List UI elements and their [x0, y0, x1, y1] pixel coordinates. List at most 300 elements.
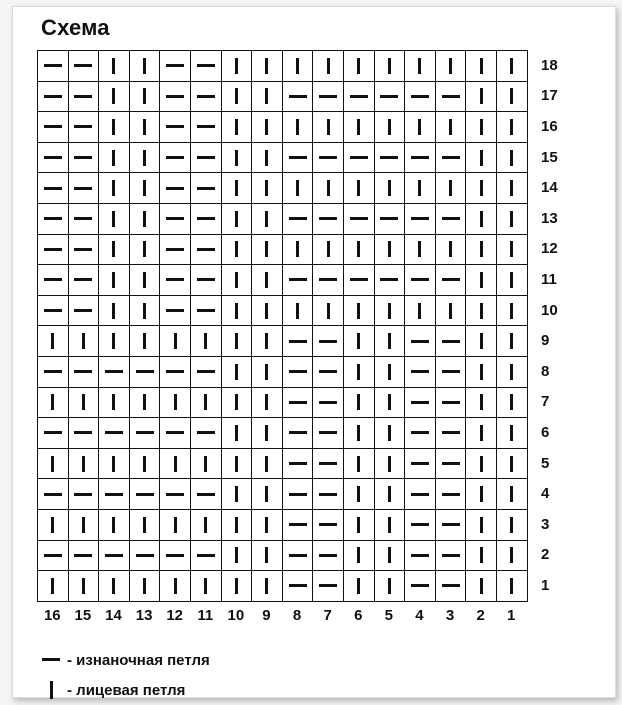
stitch-cell-knit: [344, 235, 375, 266]
row-number: 11: [541, 270, 557, 288]
stitch-cell-purl: [191, 418, 222, 449]
stitch-cell-purl: [313, 326, 344, 357]
stitch-cell-knit: [466, 296, 497, 327]
stitch-grid: [37, 50, 528, 602]
stitch-cell-knit: [283, 112, 314, 143]
column-number: 11: [197, 607, 214, 624]
stitch-cell-knit: [466, 510, 497, 541]
stitch-cell-knit: [69, 326, 100, 357]
stitch-cell-knit: [222, 541, 253, 572]
stitch-cell-knit: [130, 510, 161, 541]
stitch-cell-knit: [375, 112, 406, 143]
stitch-cell-knit: [252, 296, 283, 327]
stitch-cell-purl: [283, 204, 314, 235]
stitch-cell-purl: [283, 143, 314, 174]
stitch-cell-purl: [405, 265, 436, 296]
row-number: 7: [541, 393, 550, 411]
stitch-cell-knit: [497, 265, 528, 296]
stitch-cell-knit: [222, 449, 253, 480]
stitch-cell-knit: [252, 173, 283, 204]
stitch-cell-knit: [344, 112, 375, 143]
stitch-cell-purl: [69, 357, 100, 388]
purl-dash-icon: [41, 648, 67, 672]
stitch-cell-purl: [99, 418, 130, 449]
stitch-cell-purl: [191, 173, 222, 204]
stitch-cell-knit: [191, 388, 222, 419]
stitch-cell-purl: [38, 541, 69, 572]
stitch-cell-knit: [466, 388, 497, 419]
stitch-cell-purl: [436, 449, 467, 480]
stitch-cell-knit: [497, 296, 528, 327]
stitch-cell-purl: [283, 479, 314, 510]
stitch-cell-purl: [191, 204, 222, 235]
stitch-cell-knit: [497, 82, 528, 113]
stitch-cell-knit: [99, 388, 130, 419]
stitch-cell-knit: [497, 571, 528, 602]
stitch-cell-knit: [99, 82, 130, 113]
stitch-cell-knit: [130, 326, 161, 357]
row-number: 2: [541, 546, 550, 564]
stitch-cell-knit: [38, 388, 69, 419]
stitch-cell-knit: [38, 571, 69, 602]
stitch-cell-purl: [130, 418, 161, 449]
stitch-cell-knit: [99, 173, 130, 204]
stitch-cell-purl: [69, 51, 100, 82]
stitch-cell-knit: [252, 326, 283, 357]
stitch-cell-knit: [99, 143, 130, 174]
stitch-cell-purl: [405, 143, 436, 174]
row-number: 17: [541, 87, 558, 105]
stitch-cell-knit: [252, 143, 283, 174]
stitch-cell-purl: [69, 296, 100, 327]
row-number: 13: [541, 209, 558, 227]
stitch-cell-knit: [466, 418, 497, 449]
stitch-cell-knit: [160, 571, 191, 602]
stitch-cell-knit: [222, 357, 253, 388]
stitch-cell-purl: [405, 479, 436, 510]
stitch-cell-purl: [191, 296, 222, 327]
column-number: 1: [507, 607, 516, 624]
stitch-cell-knit: [497, 326, 528, 357]
stitch-cell-knit: [466, 479, 497, 510]
stitch-cell-purl: [436, 143, 467, 174]
column-number: 5: [384, 607, 393, 624]
stitch-cell-knit: [497, 510, 528, 541]
stitch-cell-knit: [99, 296, 130, 327]
knit-bar-icon: [41, 678, 67, 702]
stitch-cell-purl: [283, 510, 314, 541]
column-number-row: [37, 607, 527, 624]
stitch-cell-purl: [160, 541, 191, 572]
stitch-cell-knit: [130, 51, 161, 82]
stitch-cell-knit: [375, 571, 406, 602]
stitch-cell-purl: [160, 173, 191, 204]
stitch-cell-knit: [99, 112, 130, 143]
stitch-cell-knit: [252, 265, 283, 296]
stitch-cell-knit: [375, 510, 406, 541]
stitch-cell-knit: [252, 235, 283, 266]
stitch-cell-purl: [405, 326, 436, 357]
stitch-cell-purl: [436, 571, 467, 602]
stitch-cell-knit: [222, 51, 253, 82]
stitch-cell-purl: [436, 418, 467, 449]
stitch-cell-knit: [313, 173, 344, 204]
stitch-cell-purl: [69, 112, 100, 143]
stitch-cell-purl: [69, 173, 100, 204]
stitch-cell-knit: [252, 388, 283, 419]
column-number: 12: [166, 607, 184, 624]
stitch-cell-knit: [466, 112, 497, 143]
stitch-cell-purl: [38, 418, 69, 449]
stitch-cell-knit: [191, 571, 222, 602]
pattern-sheet: [12, 6, 616, 698]
stitch-cell-purl: [283, 571, 314, 602]
row-number: 16: [541, 117, 558, 135]
stitch-cell-purl: [191, 235, 222, 266]
stitch-cell-knit: [252, 571, 283, 602]
column-number: 9: [262, 607, 271, 624]
stitch-cell-knit: [344, 388, 375, 419]
stitch-cell-knit: [283, 296, 314, 327]
stitch-cell-purl: [38, 235, 69, 266]
stitch-cell-purl: [283, 357, 314, 388]
stitch-cell-knit: [283, 51, 314, 82]
stitch-cell-knit: [344, 418, 375, 449]
row-number: 3: [541, 515, 550, 533]
stitch-cell-knit: [252, 204, 283, 235]
stitch-cell-purl: [436, 265, 467, 296]
stitch-cell-purl: [436, 541, 467, 572]
stitch-cell-knit: [466, 204, 497, 235]
stitch-cell-knit: [130, 235, 161, 266]
stitch-cell-purl: [38, 173, 69, 204]
stitch-cell-knit: [344, 326, 375, 357]
stitch-cell-purl: [313, 479, 344, 510]
stitch-cell-purl: [436, 479, 467, 510]
stitch-cell-knit: [375, 235, 406, 266]
row-number: 5: [541, 454, 550, 472]
stitch-cell-knit: [38, 510, 69, 541]
stitch-cell-knit: [497, 418, 528, 449]
stitch-cell-purl: [344, 82, 375, 113]
stitch-cell-purl: [436, 204, 467, 235]
stitch-cell-knit: [38, 449, 69, 480]
stitch-cell-knit: [466, 541, 497, 572]
stitch-cell-knit: [252, 510, 283, 541]
stitch-cell-knit: [497, 388, 528, 419]
stitch-cell-purl: [160, 112, 191, 143]
stitch-cell-knit: [130, 571, 161, 602]
stitch-cell-knit: [283, 235, 314, 266]
row-number: 1: [541, 576, 550, 594]
stitch-cell-knit: [436, 112, 467, 143]
legend-item: [41, 645, 210, 675]
stitch-cell-knit: [497, 541, 528, 572]
stitch-cell-purl: [160, 296, 191, 327]
stitch-cell-knit: [344, 296, 375, 327]
stitch-cell-purl: [38, 82, 69, 113]
stitch-cell-knit: [130, 143, 161, 174]
stitch-cell-knit: [497, 204, 528, 235]
stitch-cell-purl: [69, 235, 100, 266]
stitch-cell-purl: [191, 541, 222, 572]
stitch-cell-knit: [466, 265, 497, 296]
stitch-cell-purl: [191, 112, 222, 143]
stitch-cell-knit: [99, 51, 130, 82]
stitch-cell-knit: [160, 510, 191, 541]
row-number: 4: [541, 485, 550, 503]
stitch-cell-purl: [160, 143, 191, 174]
stitch-cell-knit: [344, 357, 375, 388]
stitch-cell-knit: [283, 173, 314, 204]
stitch-cell-purl: [38, 296, 69, 327]
stitch-cell-knit: [130, 449, 161, 480]
stitch-cell-purl: [283, 388, 314, 419]
stitch-cell-knit: [436, 235, 467, 266]
stitch-cell-knit: [99, 265, 130, 296]
stitch-cell-purl: [38, 51, 69, 82]
stitch-cell-knit: [405, 112, 436, 143]
stitch-cell-purl: [191, 143, 222, 174]
stitch-cell-knit: [69, 388, 100, 419]
stitch-cell-knit: [497, 235, 528, 266]
stitch-cell-knit: [160, 388, 191, 419]
legend-label: - изнаночная петля: [67, 651, 210, 669]
stitch-cell-knit: [130, 265, 161, 296]
stitch-cell-purl: [375, 143, 406, 174]
stitch-cell-knit: [313, 235, 344, 266]
stitch-cell-knit: [436, 51, 467, 82]
stitch-cell-knit: [466, 51, 497, 82]
stitch-cell-knit: [466, 357, 497, 388]
stitch-cell-knit: [375, 173, 406, 204]
stitch-cell-knit: [344, 51, 375, 82]
stitch-cell-knit: [252, 418, 283, 449]
stitch-cell-purl: [191, 479, 222, 510]
row-number: 18: [541, 56, 558, 74]
stitch-cell-knit: [130, 82, 161, 113]
row-number: 8: [541, 362, 550, 380]
stitch-cell-purl: [436, 388, 467, 419]
stitch-cell-purl: [69, 418, 100, 449]
column-number: 7: [323, 607, 332, 624]
stitch-cell-knit: [405, 296, 436, 327]
stitch-cell-purl: [405, 510, 436, 541]
stitch-cell-purl: [436, 326, 467, 357]
column-number: 3: [445, 607, 455, 624]
stitch-cell-knit: [497, 143, 528, 174]
stitch-cell-knit: [222, 296, 253, 327]
stitch-cell-purl: [160, 51, 191, 82]
stitch-cell-knit: [313, 51, 344, 82]
stitch-cell-knit: [69, 449, 100, 480]
stitch-cell-knit: [252, 357, 283, 388]
row-number: 14: [541, 179, 558, 197]
stitch-cell-purl: [405, 571, 436, 602]
stitch-cell-knit: [375, 388, 406, 419]
stitch-cell-knit: [405, 51, 436, 82]
stitch-cell-knit: [375, 418, 406, 449]
stitch-cell-purl: [375, 82, 406, 113]
stitch-cell-purl: [69, 479, 100, 510]
stitch-cell-knit: [466, 571, 497, 602]
stitch-cell-knit: [99, 449, 130, 480]
stitch-cell-knit: [222, 571, 253, 602]
stitch-cell-purl: [313, 204, 344, 235]
stitch-cell-purl: [99, 479, 130, 510]
row-number: 12: [541, 240, 558, 258]
stitch-cell-purl: [69, 204, 100, 235]
stitch-grid-container: [37, 50, 528, 602]
legend-label: - лицевая петля: [67, 681, 186, 699]
stitch-cell-purl: [283, 418, 314, 449]
stitch-cell-purl: [160, 357, 191, 388]
stitch-cell-purl: [436, 82, 467, 113]
stitch-cell-purl: [38, 357, 69, 388]
column-number: 4: [415, 607, 424, 624]
stitch-cell-knit: [252, 479, 283, 510]
stitch-cell-purl: [436, 357, 467, 388]
stitch-cell-purl: [313, 541, 344, 572]
stitch-cell-purl: [313, 82, 344, 113]
stitch-cell-knit: [222, 204, 253, 235]
column-number: 6: [354, 607, 363, 624]
stitch-cell-purl: [283, 541, 314, 572]
stitch-cell-purl: [283, 265, 314, 296]
stitch-cell-knit: [99, 235, 130, 266]
stitch-cell-purl: [283, 449, 314, 480]
stitch-cell-knit: [344, 510, 375, 541]
stitch-cell-purl: [160, 265, 191, 296]
stitch-cell-purl: [313, 449, 344, 480]
stitch-cell-knit: [344, 479, 375, 510]
stitch-cell-purl: [405, 204, 436, 235]
column-number: 16: [43, 607, 61, 624]
stitch-cell-knit: [222, 479, 253, 510]
stitch-cell-knit: [38, 326, 69, 357]
stitch-cell-purl: [405, 541, 436, 572]
stitch-cell-purl: [38, 479, 69, 510]
stitch-cell-knit: [99, 326, 130, 357]
stitch-cell-knit: [130, 296, 161, 327]
stitch-cell-purl: [405, 449, 436, 480]
stitch-cell-purl: [130, 479, 161, 510]
stitch-cell-knit: [466, 173, 497, 204]
stitch-cell-purl: [191, 265, 222, 296]
stitch-cell-knit: [344, 449, 375, 480]
stitch-cell-knit: [497, 112, 528, 143]
stitch-cell-knit: [130, 388, 161, 419]
stitch-cell-purl: [313, 418, 344, 449]
stitch-cell-purl: [313, 510, 344, 541]
stitch-cell-purl: [69, 82, 100, 113]
stitch-cell-purl: [283, 82, 314, 113]
stitch-cell-knit: [466, 326, 497, 357]
stitch-cell-knit: [313, 112, 344, 143]
stitch-cell-knit: [222, 235, 253, 266]
column-number: 15: [74, 607, 92, 624]
stitch-cell-purl: [313, 357, 344, 388]
stitch-cell-purl: [405, 357, 436, 388]
legend-item: [41, 675, 210, 705]
stitch-cell-knit: [497, 449, 528, 480]
stitch-cell-knit: [160, 326, 191, 357]
stitch-cell-purl: [69, 265, 100, 296]
row-number-column: [533, 50, 558, 601]
stitch-cell-knit: [344, 571, 375, 602]
stitch-cell-knit: [375, 479, 406, 510]
stitch-cell-knit: [375, 541, 406, 572]
stitch-cell-purl: [283, 326, 314, 357]
column-number: 14: [105, 607, 122, 624]
stitch-cell-knit: [375, 326, 406, 357]
stitch-cell-knit: [222, 418, 253, 449]
stitch-cell-knit: [130, 204, 161, 235]
stitch-cell-purl: [69, 143, 100, 174]
stitch-cell-knit: [191, 510, 222, 541]
stitch-cell-purl: [313, 571, 344, 602]
stitch-cell-knit: [222, 143, 253, 174]
column-number: 8: [292, 607, 302, 624]
stitch-cell-purl: [130, 541, 161, 572]
stitch-cell-knit: [222, 510, 253, 541]
stitch-cell-knit: [344, 541, 375, 572]
stitch-cell-purl: [436, 510, 467, 541]
stitch-cell-knit: [466, 82, 497, 113]
chart-title: Схема: [41, 15, 110, 40]
stitch-cell-knit: [344, 173, 375, 204]
stitch-cell-knit: [222, 112, 253, 143]
stitch-cell-knit: [69, 571, 100, 602]
stitch-cell-purl: [344, 143, 375, 174]
stitch-cell-purl: [38, 265, 69, 296]
stitch-cell-purl: [69, 541, 100, 572]
stitch-cell-purl: [160, 204, 191, 235]
stitch-cell-knit: [160, 449, 191, 480]
column-number: 10: [227, 607, 245, 624]
stitch-cell-purl: [313, 143, 344, 174]
stitch-cell-knit: [497, 173, 528, 204]
stitch-cell-knit: [222, 173, 253, 204]
stitch-cell-knit: [466, 235, 497, 266]
stitch-cell-knit: [466, 449, 497, 480]
stitch-cell-knit: [222, 82, 253, 113]
stitch-cell-knit: [99, 204, 130, 235]
stitch-cell-knit: [69, 510, 100, 541]
stitch-cell-purl: [405, 82, 436, 113]
stitch-cell-knit: [313, 296, 344, 327]
stitch-cell-purl: [38, 112, 69, 143]
stitch-cell-knit: [497, 479, 528, 510]
stitch-cell-knit: [436, 173, 467, 204]
stitch-cell-purl: [191, 51, 222, 82]
stitch-cell-knit: [191, 326, 222, 357]
stitch-cell-knit: [222, 326, 253, 357]
stitch-cell-knit: [252, 449, 283, 480]
stitch-cell-knit: [252, 51, 283, 82]
stitch-cell-knit: [466, 143, 497, 174]
column-number: 13: [135, 607, 153, 624]
stitch-cell-purl: [38, 204, 69, 235]
stitch-cell-knit: [99, 571, 130, 602]
stitch-cell-knit: [375, 449, 406, 480]
stitch-cell-knit: [405, 173, 436, 204]
row-number: 10: [541, 301, 558, 319]
row-number: 6: [541, 423, 550, 441]
stitch-cell-knit: [99, 510, 130, 541]
stitch-cell-knit: [130, 112, 161, 143]
stitch-cell-purl: [160, 235, 191, 266]
